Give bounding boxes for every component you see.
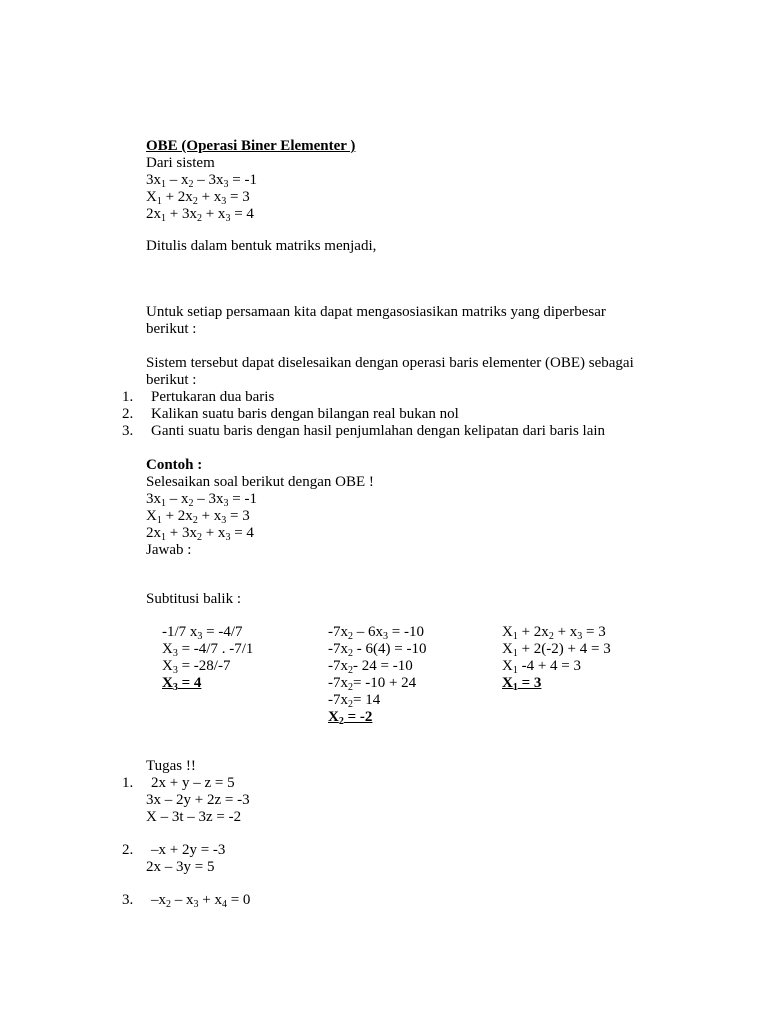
matrix-text: Ditulis dalam bentuk matriks menjadi,: [146, 238, 377, 254]
system-eq-1: $3x_1 - x_2 - 3x_3 = -1$: [146, 172, 257, 190]
subst-column-x2: [328, 624, 426, 726]
tugas-num: 3.: [122, 892, 134, 908]
tugas-heading-block: [146, 758, 196, 775]
operation-item: Kalikan suatu baris dengan bilangan real bukan nol: [151, 406, 459, 422]
operation-num: 2.: [122, 406, 134, 422]
matrix-paragraph: [146, 238, 376, 255]
subst-heading-block: [146, 591, 241, 608]
system-eq-2: $X_1 + 2x_2 + x_3 = 3$: [146, 189, 250, 207]
tugas-eq: 3x – 2y + 2z = -3: [146, 792, 250, 808]
tugas-eq: 2x + y – z = 5: [151, 775, 235, 791]
subst-step: $-7x_2= -10 + 24$: [328, 675, 417, 693]
subst-step: $X_1 + 2(-2) + 4 = 3$: [502, 641, 611, 659]
operation-item: Pertukaran dua baris: [151, 389, 275, 405]
tugas-heading: Tugas !!: [146, 758, 196, 774]
example-answer: Jawab :: [146, 542, 192, 558]
tugas-eq: 2x – 3y = 5: [146, 859, 215, 875]
example-eq-2: $X_1 + 2x_2 + x_3 = 3$: [146, 508, 250, 526]
example-prompt: Selesaikan soal berikut dengan OBE !: [146, 474, 374, 490]
obe-text-line-1: Sistem tersebut dapat diselesaikan dengan operasi baris elementer (OBE) sebagai: [146, 355, 634, 371]
obe-text-line-2: berikut :: [146, 372, 197, 388]
tugas-eq: X – 3t – 3z = -2: [146, 809, 242, 825]
tugas-eq: $-x_2 - x_3 + x_4 = 0$: [151, 892, 251, 910]
subst-result-x2: $X_2 = -2$: [328, 709, 373, 727]
example-heading: Contoh :: [146, 457, 203, 473]
tugas-num: 2.: [122, 842, 134, 858]
subst-step: $X_1$ -4 + 4 = 3: [502, 658, 582, 676]
subst-result-x1: $X_1 = 3$: [502, 675, 542, 693]
tugas-eq: –x + 2y = -3: [151, 842, 226, 858]
subst-step: $-7x_2 - 6x_3 = -10$: [328, 624, 424, 642]
operation-item: Ganti suatu baris dengan hasil penjumlahan dengan kelipatan dari baris lain: [151, 423, 606, 439]
system-eq-3: $2x_1 + 3x_2 + x_3 = 4$: [146, 206, 254, 224]
tugas-item-3: [146, 892, 250, 909]
operation-num: 3.: [122, 423, 134, 439]
subst-step: $X_1 + 2x_2 + x_3 = 3$: [502, 624, 606, 642]
operation-num: 1.: [122, 389, 134, 405]
subst-heading: Subtitusi balik :: [146, 591, 242, 607]
augmented-text-line-2: berikut :: [146, 321, 197, 337]
page-title: OBE (Operasi Biner Elementer ): [146, 138, 356, 154]
augmented-paragraph: [146, 304, 606, 338]
obe-paragraph: [146, 355, 634, 389]
example-eq-1: $3x_1 - x_2 - 3x_3 = -1$: [146, 491, 257, 509]
tugas-item-2: [146, 842, 225, 876]
subst-step: $X_3 = -4/7$ . -7/1: [162, 641, 254, 659]
augmented-text-line-1: Untuk setiap persamaan kita dapat mengasosiasikan matriks yang diperbesar: [146, 304, 606, 320]
example-block: [146, 457, 374, 559]
subst-step: $-7x_2= 14$: [328, 692, 381, 710]
subst-column-x3: [162, 624, 253, 692]
subst-column-x1: [502, 624, 611, 692]
tugas-num: 1.: [122, 775, 134, 791]
subst-step: $-7x_2 - 6(4) = -10$: [328, 641, 427, 659]
subst-step: -1/7 $x_3 = -4/7$: [162, 624, 243, 642]
subst-step: $-7x_2-$ 24 = -10: [328, 658, 413, 676]
subst-step: $X_3 = -28/-7$: [162, 658, 231, 676]
intro-text: Dari sistem: [146, 155, 215, 171]
example-eq-3: $2x_1 + 3x_2 + x_3 = 4$: [146, 525, 254, 543]
intro-block: [146, 138, 355, 223]
subst-result-x3: $X_3 = 4$: [162, 675, 202, 693]
tugas-item-1: [146, 775, 250, 826]
